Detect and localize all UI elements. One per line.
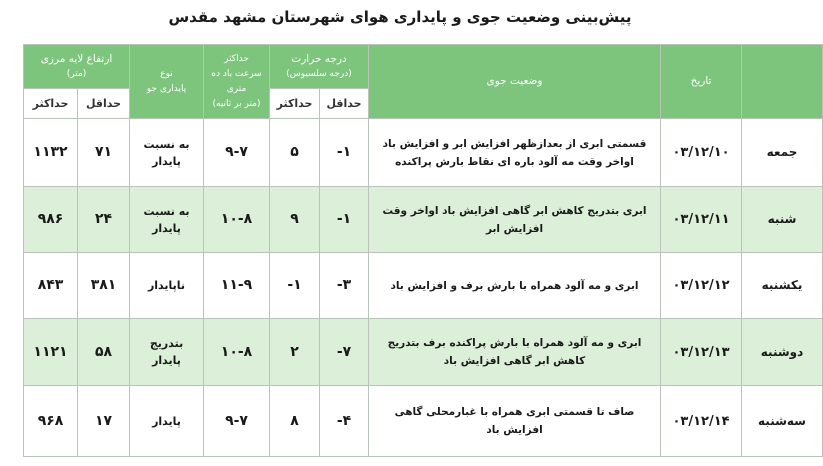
cell-condition: صاف تا قسمتی ابری همراه با غبارمحلی گاهی افزایش باد xyxy=(369,386,661,457)
header-wind-line2: سرعت باد ده xyxy=(211,68,262,79)
header-boundary-label: ارتفاع لایه مرزی xyxy=(40,52,113,65)
header-temperature-label: درجه حرارت xyxy=(291,52,347,65)
cell-bl-min: ۳۸۱ xyxy=(78,253,130,319)
cell-day: سه‌شنبه xyxy=(742,386,823,457)
cell-bl-max: ۱۱۲۱ xyxy=(24,319,78,386)
cell-temp-min: ۱- xyxy=(320,187,369,253)
header-wind xyxy=(204,45,270,119)
cell-stability: به نسبت پایدار xyxy=(130,119,204,187)
cell-temp-min: ۱- xyxy=(320,119,369,187)
cell-date: ۰۳/۱۲/۱۰ xyxy=(661,119,742,187)
cell-stability: ناپایدار xyxy=(130,253,204,319)
cell-date: ۰۳/۱۲/۱۲ xyxy=(661,253,742,319)
cell-day: شنبه xyxy=(742,187,823,253)
cell-temp-max: ۹ xyxy=(270,187,320,253)
table-row xyxy=(24,386,823,457)
cell-bl-max: ۸۴۳ xyxy=(24,253,78,319)
header-boundary-unit: (متر) xyxy=(66,68,87,79)
cell-stability: به نسبت پایدار xyxy=(130,187,204,253)
header-stability-line2: پایداری جو xyxy=(146,83,187,94)
cell-condition: قسمتی ابری از بعدازظهر افزایش ابر و افزایش باد اواخر وقت مه آلود باره ای نقاط بارش پراکنده xyxy=(369,119,661,187)
cell-bl-min: ۲۴ xyxy=(78,187,130,253)
cell-wind: ۱۱-۹ xyxy=(204,253,270,319)
cell-bl-max: ۹۶۸ xyxy=(24,386,78,457)
cell-condition: ابری و مه آلود همراه با بارش برف و افزایش باد xyxy=(369,253,661,319)
cell-date: ۰۳/۱۲/۱۴ xyxy=(661,386,742,457)
cell-day: یکشنبه xyxy=(742,253,823,319)
cell-stability: پایدار xyxy=(130,386,204,457)
header-wind-line1: حداکثر xyxy=(224,53,249,64)
header-day xyxy=(742,45,823,119)
header-temp-max: حداکثر xyxy=(270,89,320,119)
header-temp-min: حداقل xyxy=(320,89,369,119)
table-row xyxy=(24,187,823,253)
cell-temp-min: ۷- xyxy=(320,319,369,386)
header-wind-unit: (متر بر ثانیه) xyxy=(212,98,261,109)
cell-wind: ۱۰-۸ xyxy=(204,319,270,386)
table-row xyxy=(24,119,823,187)
header-bl-max: حداکثر xyxy=(24,89,78,119)
cell-wind: ۹-۷ xyxy=(204,386,270,457)
header-date: تاریخ xyxy=(661,45,742,119)
cell-bl-min: ۷۱ xyxy=(78,119,130,187)
cell-wind: ۹-۷ xyxy=(204,119,270,187)
table-body xyxy=(24,119,823,457)
table-row xyxy=(24,253,823,319)
table-row xyxy=(24,319,823,386)
cell-temp-min: ۴- xyxy=(320,386,369,457)
cell-condition: ابری و مه آلود همراه با بارش پراکنده برف بتدریج کاهش ابر گاهی افزایش باد xyxy=(369,319,661,386)
page-title: پیش‌بینی وضعیت جوی و پایداری هوای شهرستان مشهد مقدس xyxy=(168,8,632,26)
forecast-table xyxy=(23,44,823,457)
cell-day: دوشنبه xyxy=(742,319,823,386)
cell-temp-max: ۲ xyxy=(270,319,320,386)
header-bl-min: حداقل xyxy=(78,89,130,119)
cell-temp-max: ۸ xyxy=(270,386,320,457)
table-header xyxy=(24,45,823,119)
cell-bl-min: ۵۸ xyxy=(78,319,130,386)
header-stability-line1: نوع xyxy=(160,68,173,79)
cell-day: جمعه xyxy=(742,119,823,187)
header-wind-line3: متری xyxy=(226,83,247,94)
header-stability xyxy=(130,45,204,119)
header-temperature xyxy=(270,45,369,89)
cell-temp-max: ۵ xyxy=(270,119,320,187)
header-boundary xyxy=(24,45,130,89)
cell-stability: بتدریج پایدار xyxy=(130,319,204,386)
cell-temp-max: ۱- xyxy=(270,253,320,319)
cell-bl-max: ۱۱۳۲ xyxy=(24,119,78,187)
cell-condition: ابری بتدریج کاهش ابر گاهی افزایش باد اواخر وقت افزایش ابر xyxy=(369,187,661,253)
cell-bl-max: ۹۸۶ xyxy=(24,187,78,253)
cell-date: ۰۳/۱۲/۱۳ xyxy=(661,319,742,386)
cell-temp-min: ۳- xyxy=(320,253,369,319)
header-condition: وضعیت جوی xyxy=(369,45,661,119)
cell-wind: ۱۰-۸ xyxy=(204,187,270,253)
cell-date: ۰۳/۱۲/۱۱ xyxy=(661,187,742,253)
cell-bl-min: ۱۷ xyxy=(78,386,130,457)
header-temperature-unit: (درجه سلسیوس) xyxy=(286,68,352,79)
